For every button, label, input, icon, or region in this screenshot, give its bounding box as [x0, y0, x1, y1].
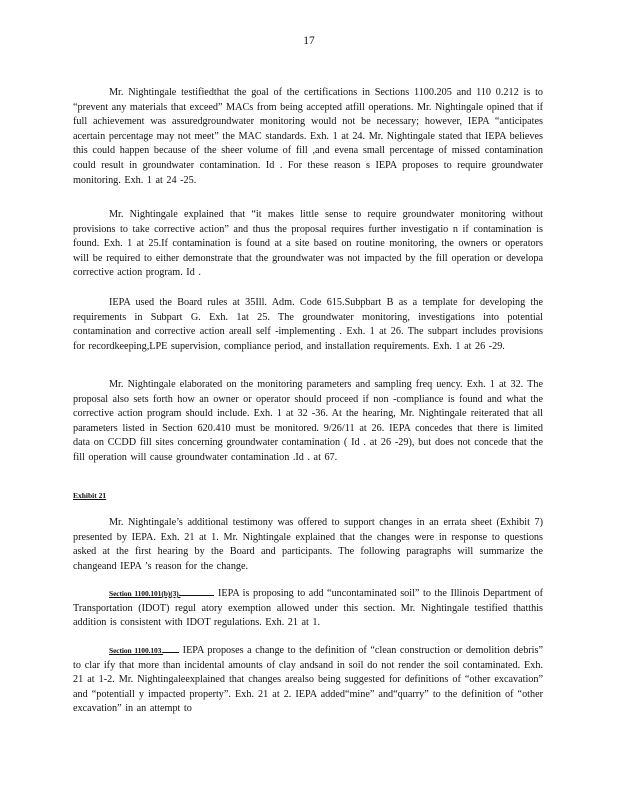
paragraph-subpart-template: IEPA used the Board rules at 35Ill. Adm. Code 615.Subpbart B as a template for developing the requirements in Subpart G. Exh. 1at 25. The groundwater monitoring, investigations into potential contamination and corrective action areall self -implementing . Exh. 1 at 26. The subpart includes provisions for recordkeeping,LPE supervision, compliance period, and installation requirements. Exh. 1 at 26 -29. [73, 297, 543, 352]
section-text-1100-101: IEPA is proposing to add “uncontaminated soil” to the Illinois Department of Transportation (IDOT) regul atory exemption allowed under this section. Mr. Nightingale testified thatthis addition is consistent with IDOT regulations. Exh. 21 at 1. [73, 588, 544, 629]
underline-gap [163, 643, 179, 653]
paragraph-exhibit-21: Mr. Nightingale’s additional testimony was offered to support changes in an errata sheet (Exhibit 7) presented by IEPA. Exh. 21 at 1. Mr. Nightingale explained that the changes were in response to questions asked at the first hearing by the Board and participants. The following paragraphs will summarize the changeand IEPA ’s reason for the change. [73, 517, 543, 572]
paragraph-section-1100-103 [73, 643, 543, 717]
exhibit-heading: Exhibit 21 [73, 491, 107, 500]
paragraph-certifications: Mr. Nightingale testifiedthat the goal of the certifications in Sections 1100.205 and 110 0.212 is to “prevent any materials that exceed” MACs from being accepted atfill operations. Mr. Nightingale opined that if full achievement was assuredgroundwater monitoring would not be necessary; however, IEPA “anticipates acertain percentage may not meet” the MAC standards. Exh. 1 at 24. Mr. Nightingale stated that IEPA believes this could happen because of the sheer volume of fill ,and evena small percentage of missed contamination could result in groundwater contamination. Id . For these reason s IEPA proposes to require groundwater monitoring. Exh. 1 at 24 -25. [73, 87, 543, 186]
underline-gap [180, 586, 214, 596]
section-label-1100-103: Section 1100.103. [109, 646, 164, 655]
paragraph-corrective-action: Mr. Nightingale explained that “it makes little sense to require groundwater monitoring without provisions to take corrective action” and thus the proposal requires further investigatio n if contamination is found. Exh. 1 at 25.If contamination is found at a site based on routine monitoring, the owners or operators will be required to either demonstrate that the groundwater was not impacted by the fill operation or developa corrective action program. Id . [73, 209, 543, 279]
section-label-1100-101: Section 1100.101(b)(3). [109, 589, 181, 598]
section-text-1100-103: IEPA proposes a change to the definition of “clean construction or demolition debris” to clar ify that more than incidental amounts of clay andsand in soil do not render the soil contaminated. Exh. 21 at 1-2. Mr. Nightingaleexplained that changes arealso being suggested for definitions of “other excavation” and “potentiall y impacted property”. Exh. 21 at 2. IEPA added“mine” and“quarry” to the definition of “other excavation” in an attempt to [73, 645, 543, 715]
page-number: 17 [303, 35, 315, 47]
paragraph-section-1100-101 [73, 586, 543, 631]
paragraph-monitoring-parameters: Mr. Nightingale elaborated on the monitoring parameters and sampling freq uency. Exh. 1 at 32. The proposal also sets forth how an owner or operator should proceed if non -compliance is found and what the corrective action program should include. Exh. 1 at 32 -36. At the hearing, Mr. Nightingale reiterated that all parameters listed in Section 620.410 must be monitored. 9/26/11 at 26. IEPA concedes that there is limited data on CCDD fill sites concerning groundwater contamination ( Id . at 26 -29), but does not concede that the fill operation will cause groundwater contamination .Id . at 67. [73, 379, 543, 463]
